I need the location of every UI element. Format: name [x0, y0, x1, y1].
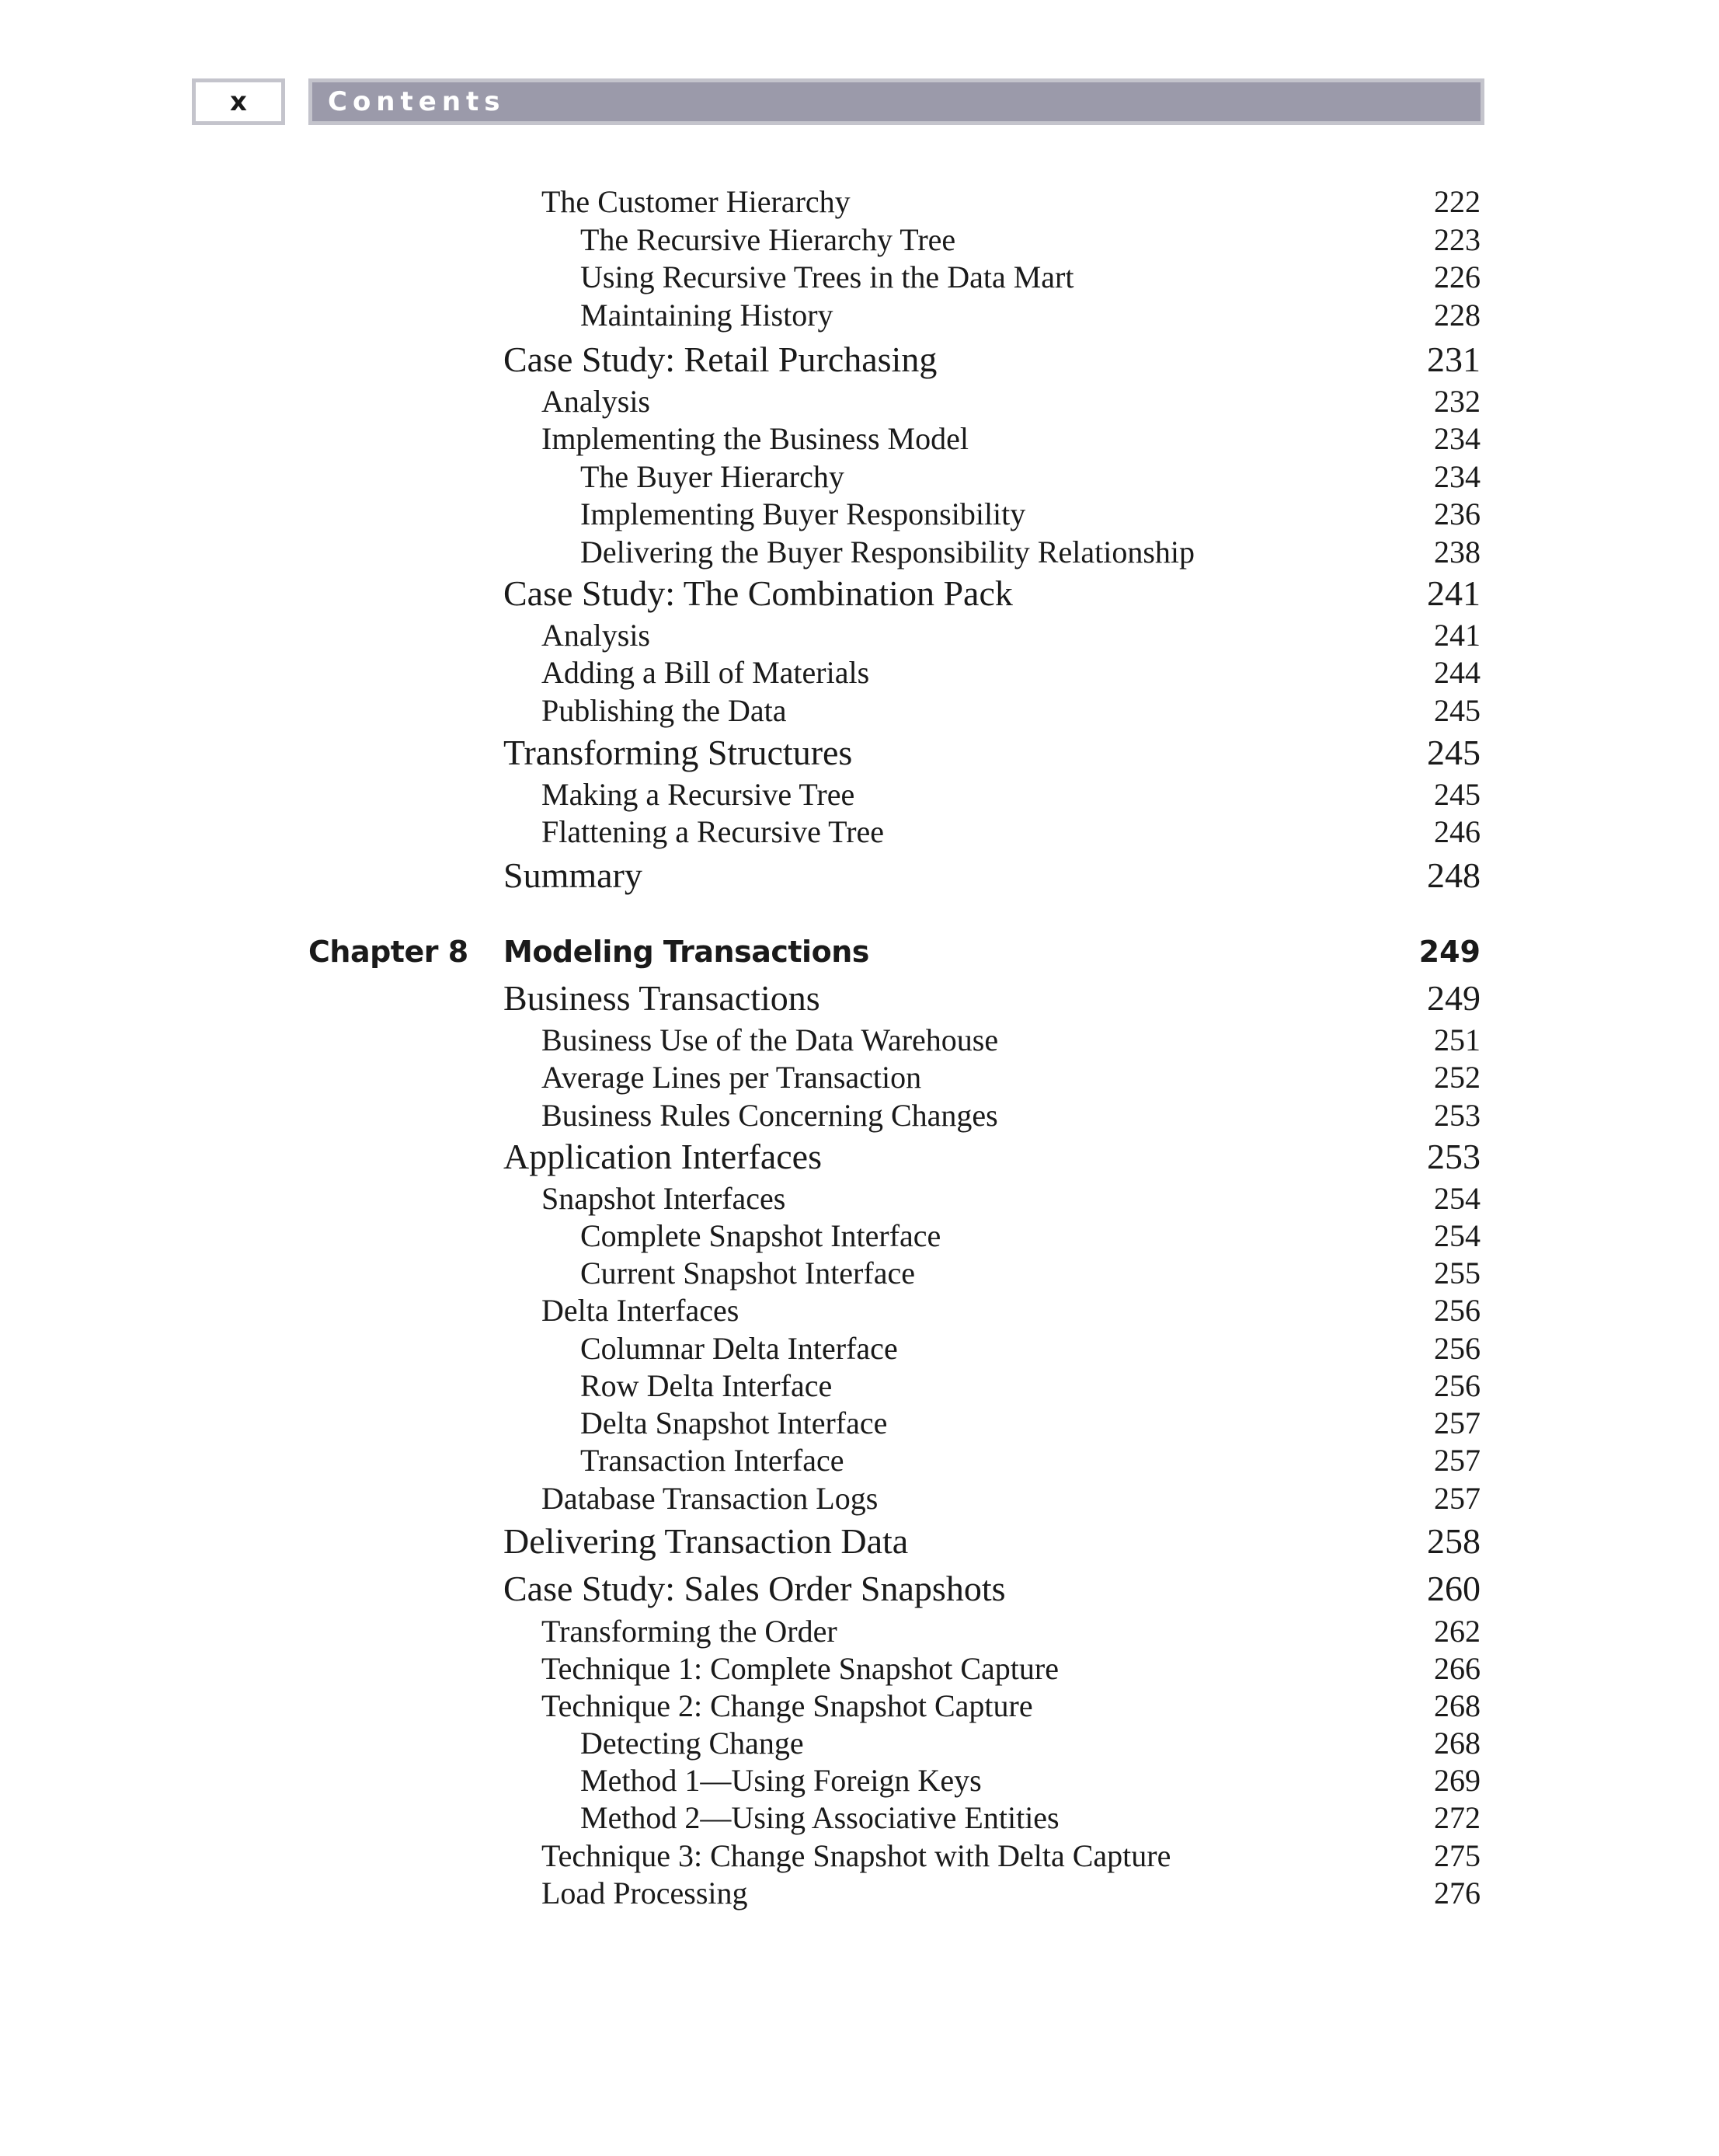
toc-entry-page: 257	[1434, 1481, 1481, 1516]
toc-entry-page: 268	[1434, 1688, 1481, 1723]
toc-entry-title: Modeling Transactions	[503, 935, 869, 969]
toc-entry-title: Row Delta Interface	[580, 1368, 833, 1403]
toc-entry-page: 253	[1427, 1137, 1481, 1176]
toc-entry-page: 256	[1434, 1293, 1481, 1328]
toc-entry	[0, 1022, 1719, 1064]
toc-entry-page: 245	[1427, 733, 1481, 772]
toc-entry-title: Publishing the Data	[541, 693, 787, 728]
toc-entry-title: Transforming Structures	[503, 733, 853, 772]
toc-entry	[0, 1333, 1719, 1372]
toc-entry-page: 255	[1434, 1256, 1481, 1290]
toc-entry-title: Implementing Buyer Responsibility	[580, 496, 1026, 531]
toc-chapter-entry	[0, 937, 1719, 976]
toc-entry-title: Business Use of the Data Warehouse	[541, 1022, 999, 1057]
toc-entry	[0, 1483, 1719, 1522]
toc-entry-page: 268	[1434, 1726, 1481, 1761]
toc-entry-title: Delta Snapshot Interface	[580, 1405, 888, 1440]
toc-entry	[0, 537, 1719, 576]
toc-entry-page: 232	[1434, 384, 1481, 419]
toc-entry-title: The Recursive Hierarchy Tree	[580, 222, 956, 257]
toc-entry-page: 226	[1434, 259, 1481, 294]
toc-entry-page: 262	[1434, 1614, 1481, 1649]
toc-entry	[0, 1258, 1719, 1297]
toc-entry	[0, 300, 1719, 339]
toc-entry	[0, 423, 1719, 462]
toc-entry-title: Complete Snapshot Interface	[580, 1218, 941, 1253]
toc-entry-page: 272	[1434, 1800, 1481, 1835]
toc-entry-page: 249	[1427, 978, 1481, 1018]
toc-entry-title: Implementing the Business Model	[541, 421, 969, 456]
toc-entry-page: 241	[1434, 618, 1481, 653]
toc-entry	[0, 1368, 1719, 1409]
toc-entry-page: 275	[1434, 1838, 1481, 1873]
toc-entry-title: Case Study: The Combination Pack	[503, 573, 1013, 613]
toc-entry	[0, 1802, 1719, 1841]
toc-entry	[0, 695, 1719, 734]
toc-entry-page: 257	[1434, 1405, 1481, 1440]
toc-entry	[0, 620, 1719, 659]
toc-entry-title: Business Transactions	[503, 978, 820, 1018]
toc-entry	[0, 1445, 1719, 1484]
toc-entry	[0, 814, 1719, 855]
toc-entry-title: Summary	[503, 855, 642, 895]
toc-entry-title: Application Interfaces	[503, 1137, 822, 1176]
toc-entry-page: 254	[1434, 1181, 1481, 1216]
toc-entry-page: 276	[1434, 1876, 1481, 1910]
toc-entry-title: Delta Interfaces	[541, 1293, 739, 1328]
toc-entry-title: Load Processing	[541, 1876, 748, 1910]
toc-entry	[0, 1878, 1719, 1917]
toc-entry-page: 246	[1434, 814, 1481, 849]
toc-entry-title: Snapshot Interfaces	[541, 1181, 786, 1216]
running-header-title: Contents	[328, 86, 506, 117]
toc-entry	[0, 573, 1719, 615]
toc-entry	[0, 1139, 1719, 1178]
toc-entry	[0, 386, 1719, 425]
toc-entry-title: Adding a Bill of Materials	[541, 655, 870, 690]
toc-entry	[0, 657, 1719, 696]
toc-entry-title: Technique 1: Complete Snapshot Capture	[541, 1651, 1059, 1686]
toc-entry	[0, 980, 1719, 1019]
toc-entry-title: Business Rules Concerning Changes	[541, 1098, 998, 1133]
toc-entry	[0, 1838, 1719, 1879]
toc-entry-title: Making a Recursive Tree	[541, 777, 855, 812]
toc-entry-page: 236	[1434, 496, 1481, 531]
toc-entry-title: Transforming the Order	[541, 1614, 837, 1649]
toc-entry	[0, 222, 1719, 263]
running-header	[308, 78, 1484, 125]
toc-entry-page: 244	[1434, 655, 1481, 690]
toc-entry	[0, 259, 1719, 301]
toc-entry-title: Detecting Change	[580, 1726, 804, 1761]
toc-entry-title: Case Study: Sales Order Snapshots	[503, 1569, 1006, 1608]
toc-entry	[0, 186, 1719, 225]
toc-entry-page: 222	[1434, 184, 1481, 219]
toc-entry-page: 223	[1434, 222, 1481, 257]
toc-entry-page: 248	[1427, 855, 1481, 895]
toc-entry-page: 266	[1434, 1651, 1481, 1686]
toc-entry	[0, 1405, 1719, 1447]
toc-entry	[0, 1653, 1719, 1692]
toc-entry-page: 249	[1418, 935, 1481, 969]
toc-entry-page: 254	[1434, 1218, 1481, 1253]
toc-entry-title: Technique 2: Change Snapshot Capture	[541, 1688, 1033, 1723]
toc-entry	[0, 735, 1719, 774]
toc-entry-page: 234	[1434, 421, 1481, 456]
toc-entry-page: 245	[1434, 777, 1481, 812]
toc-entry	[0, 1728, 1719, 1767]
toc-entry-page: 245	[1434, 693, 1481, 728]
toc-entry	[0, 496, 1719, 538]
toc-entry	[0, 1218, 1719, 1259]
chapter-label: Chapter 8	[308, 935, 468, 969]
toc-entry-title: Transaction Interface	[580, 1443, 844, 1478]
toc-entry	[0, 459, 1719, 500]
toc-entry-title: Method 1—Using Foreign Keys	[580, 1763, 982, 1798]
toc-entry-title: Analysis	[541, 384, 650, 419]
toc-entry-page: 256	[1434, 1368, 1481, 1403]
toc-entry-title: Delivering the Buyer Responsibility Relationship	[580, 535, 1195, 569]
toc-entry-title: Case Study: Retail Purchasing	[503, 340, 938, 379]
toc-entry-title: Using Recursive Trees in the Data Mart	[580, 259, 1074, 294]
toc-entry	[0, 1295, 1719, 1334]
toc-entry-title: Technique 3: Change Snapshot with Delta Capture	[541, 1838, 1171, 1873]
toc-entry-page: 252	[1434, 1060, 1481, 1095]
toc-entry	[0, 1616, 1719, 1655]
toc-entry-page: 269	[1434, 1763, 1481, 1798]
toc-entry-page: 231	[1427, 340, 1481, 379]
toc-entry-title: The Buyer Hierarchy	[580, 459, 844, 494]
toc-entry	[0, 342, 1719, 381]
toc-entry-title: Flattening a Recursive Tree	[541, 814, 885, 849]
toc-entry-page: 228	[1434, 298, 1481, 333]
toc-entry-page: 241	[1427, 573, 1481, 613]
toc-entry	[0, 1183, 1719, 1222]
toc-entry-title: Current Snapshot Interface	[580, 1256, 915, 1290]
toc-entry-title: Average Lines per Transaction	[541, 1060, 922, 1095]
toc-entry	[0, 1062, 1719, 1101]
toc-entry	[0, 1571, 1719, 1610]
toc-entry-page: 253	[1434, 1098, 1481, 1133]
toc-entry-title: Analysis	[541, 618, 650, 653]
toc-entry-page: 251	[1434, 1022, 1481, 1057]
toc-entry-page: 238	[1434, 535, 1481, 569]
toc-entry-title: The Customer Hierarchy	[541, 184, 851, 219]
toc-entry-title: Delivering Transaction Data	[503, 1521, 909, 1561]
toc-entry	[0, 855, 1719, 897]
toc-entry-page: 257	[1434, 1443, 1481, 1478]
toc-entry-title: Columnar Delta Interface	[580, 1331, 898, 1366]
toc-entry-title: Method 2—Using Associative Entities	[580, 1800, 1060, 1835]
toc-entry-title: Database Transaction Logs	[541, 1481, 879, 1516]
toc-entry-page: 234	[1434, 459, 1481, 494]
toc-entry	[0, 1100, 1719, 1139]
toc-entry	[0, 1521, 1719, 1562]
toc-entry	[0, 779, 1719, 818]
toc-entry-title: Maintaining History	[580, 298, 833, 333]
toc-entry	[0, 1765, 1719, 1804]
toc-entry	[0, 1688, 1719, 1729]
page-number: x	[192, 78, 285, 125]
toc-entry-page: 256	[1434, 1331, 1481, 1366]
toc-entry-page: 260	[1427, 1569, 1481, 1608]
toc-entry-page: 258	[1427, 1521, 1481, 1561]
